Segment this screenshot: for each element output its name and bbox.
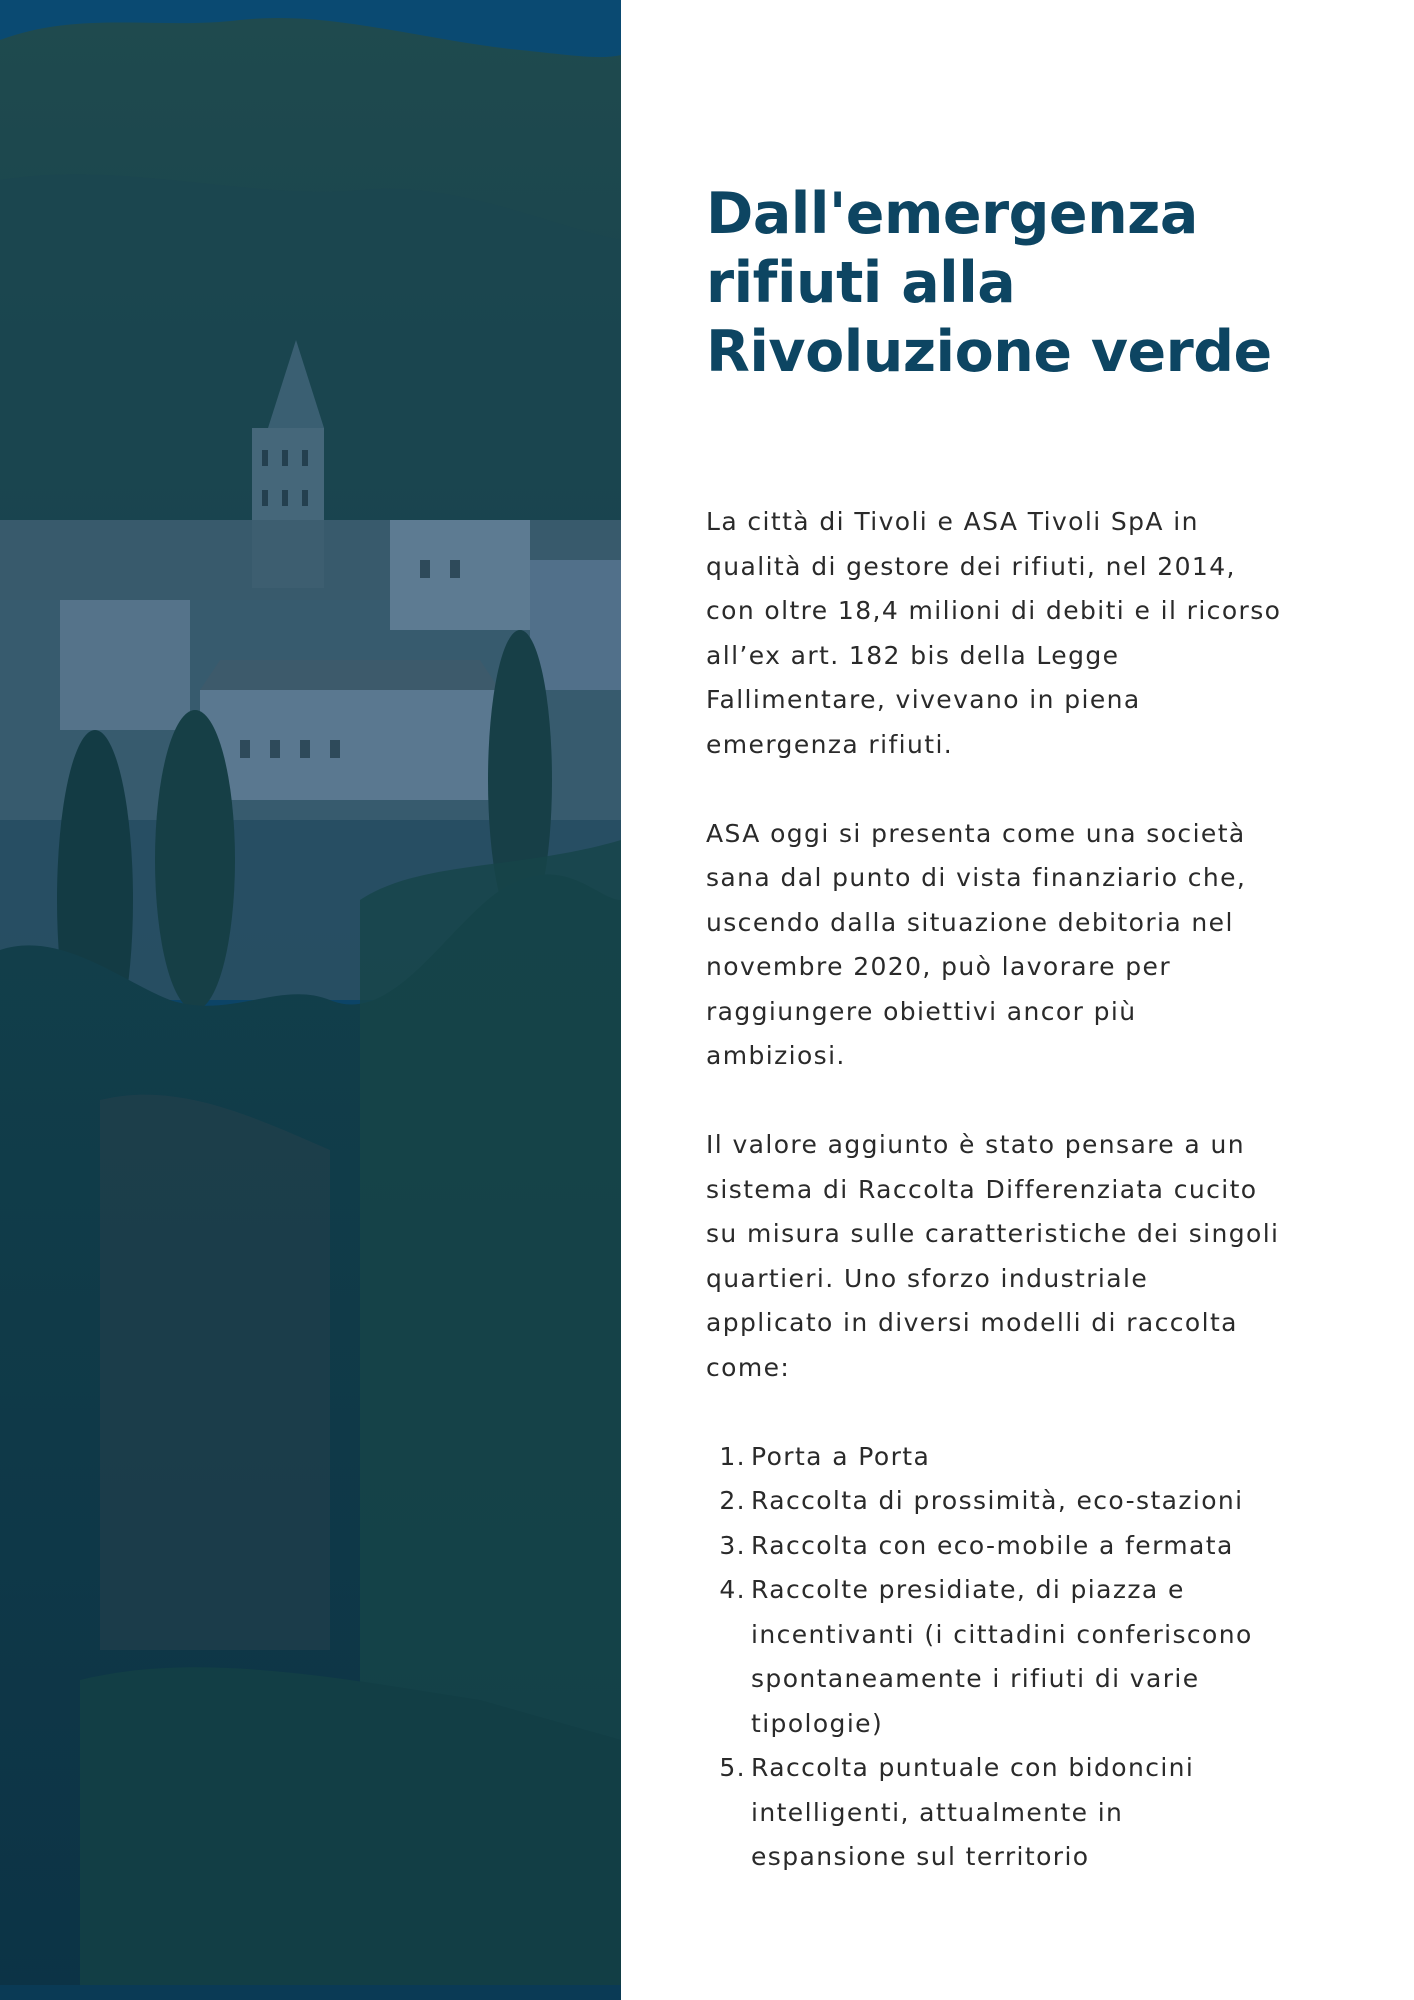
paragraph-intro (706, 500, 1326, 767)
list-item-line: Raccolta con eco-mobile a fermata (751, 1530, 1234, 1560)
text-line: novembre 2020, può lavorare per (706, 952, 1172, 981)
list-number: 2. (719, 1486, 746, 1515)
text-line: ambiziosi. (706, 1041, 846, 1070)
paragraph-today (706, 812, 1326, 1079)
landscape-photo-icon (0, 0, 621, 2000)
text-line: qualità di gestore dei rifiuti, nel 2014, (706, 551, 1236, 581)
text-line: applicato in diversi modelli di raccolta (706, 1308, 1238, 1337)
list-item-line: Raccolta di prossimità, eco-stazioni (751, 1486, 1244, 1515)
collection-models-list (706, 1435, 1326, 1880)
text-line: sistema di Raccolta Differenziata cucito (706, 1174, 1258, 1204)
text-line: quartieri. Uno sforzo industriale (706, 1263, 1149, 1293)
page-title (706, 180, 1326, 387)
title-line: rifiuti alla (706, 250, 1016, 316)
text-line: all’ex art. 182 bis della Legge (706, 640, 1120, 670)
list-number: 3. (719, 1530, 746, 1560)
list-item (706, 1568, 1326, 1746)
text-line: La città di Tivoli e ASA Tivoli SpA in (706, 507, 1199, 536)
text-line: Fallimentare, vivevano in piena (706, 685, 1141, 714)
text-line: emergenza rifiuti. (706, 729, 954, 759)
paragraph-value (706, 1123, 1326, 1390)
list-item (706, 1479, 1326, 1524)
text-line: come: (706, 1352, 791, 1382)
text-line: su misura sulle caratteristiche dei singoli (706, 1219, 1280, 1248)
list-item (706, 1435, 1326, 1480)
list-item-line: espansione sul territorio (751, 1842, 1090, 1871)
list-item-line: incentivanti (i cittadini conferiscono (751, 1619, 1253, 1649)
text-line: con oltre 18,4 milioni di debiti e il ricorso (706, 596, 1282, 625)
list-number: 4. (719, 1575, 746, 1604)
list-item-line: tipologie) (751, 1708, 884, 1738)
text-line: ASA oggi si presenta come una società (706, 818, 1246, 848)
body-text (706, 500, 1326, 1880)
title-line: Dall'emergenza (706, 181, 1198, 247)
list-item-line: intelligenti, attualmente in (751, 1797, 1124, 1827)
list-item-line: Raccolta puntuale con bidoncini (751, 1753, 1195, 1782)
text-line: Il valore aggiunto è stato pensare a un (706, 1130, 1245, 1159)
list-item-line: Raccolte presidiate, di piazza e (751, 1575, 1185, 1604)
list-item (706, 1746, 1326, 1880)
list-item-line: spontaneamente i rifiuti di varie (751, 1664, 1200, 1693)
list-item (706, 1524, 1326, 1569)
title-line: Rivoluzione verde (706, 319, 1272, 385)
town-landscape-photo (0, 0, 621, 2000)
text-line: raggiungere obiettivi ancor più (706, 996, 1137, 1026)
list-number: 5. (719, 1753, 746, 1782)
text-line: sana dal punto di vista finanziario che, (706, 863, 1247, 892)
list-item-line: Porta a Porta (751, 1441, 931, 1471)
text-line: uscendo dalla situazione debitoria nel (706, 907, 1234, 937)
list-number: 1. (719, 1441, 746, 1471)
